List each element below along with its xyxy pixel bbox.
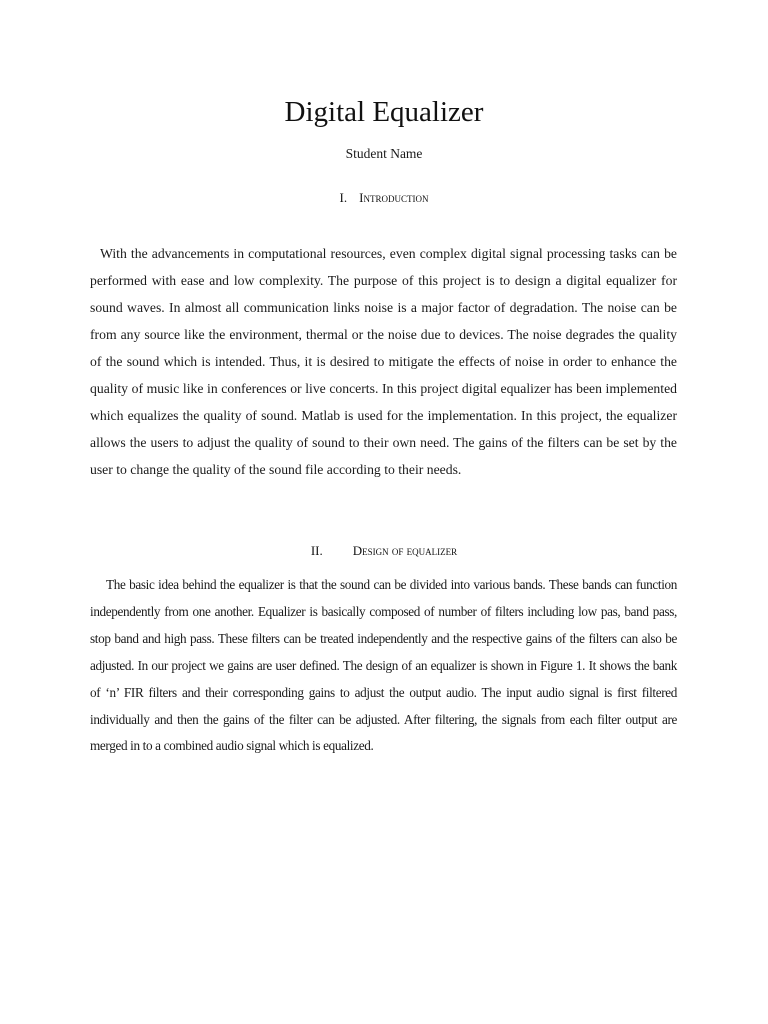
introduction-paragraph: With the advancements in computational resources, even complex digital signal processing tasks can be performed with ease and low complexity. The purpose of this project is to design a digital equalizer for sound waves. In almost all communication links noise is a major factor of degradation. The noise can be from any source like the environment, thermal or the noise due to devices. The noise degrades the quality of the sound which is intended. Thus, it is desired to mitigate the effects of noise in order to enhance the quality of music like in conferences or live concerts. In this project digital equalizer has been implemented which equalizes the quality of sound. Matlab is used for the implementation. In this project, the equalizer allows the users to adjust the quality of sound to their own need. The gains of the filters can be set by the user to change the quality of the sound file according to their needs.: [90, 246, 677, 477]
design-paragraph: The basic idea behind the equalizer is that the sound can be divided into various bands. These bands can function independently from one another. Equalizer is basically composed of number of filters including low pas, band pass, stop band and high pass. These filters can be treated independently and the respective gains of the filters can also be adjusted. In our project we gains are user defined. The design of an equalizer is shown in Figure 1. It shows the bank of ‘n’ FIR filters and their corresponding gains to adjust the output audio. The input audio signal is first filtered individually and then the gains of the filter can be adjusted. After filtering, the signals from each filter output are merged in to a combined audio signal which is equalized.: [90, 577, 677, 754]
section-heading-design: [0, 541, 768, 561]
author-name: Student Name: [345, 146, 423, 161]
section-heading-introduction: [0, 188, 768, 208]
section-number: II.: [310, 543, 323, 558]
document-title: Digital Equalizer: [284, 96, 484, 128]
section-title: Design of equalizer: [352, 543, 458, 558]
section-title: Introduction: [359, 190, 429, 205]
section-number: I.: [339, 190, 348, 205]
